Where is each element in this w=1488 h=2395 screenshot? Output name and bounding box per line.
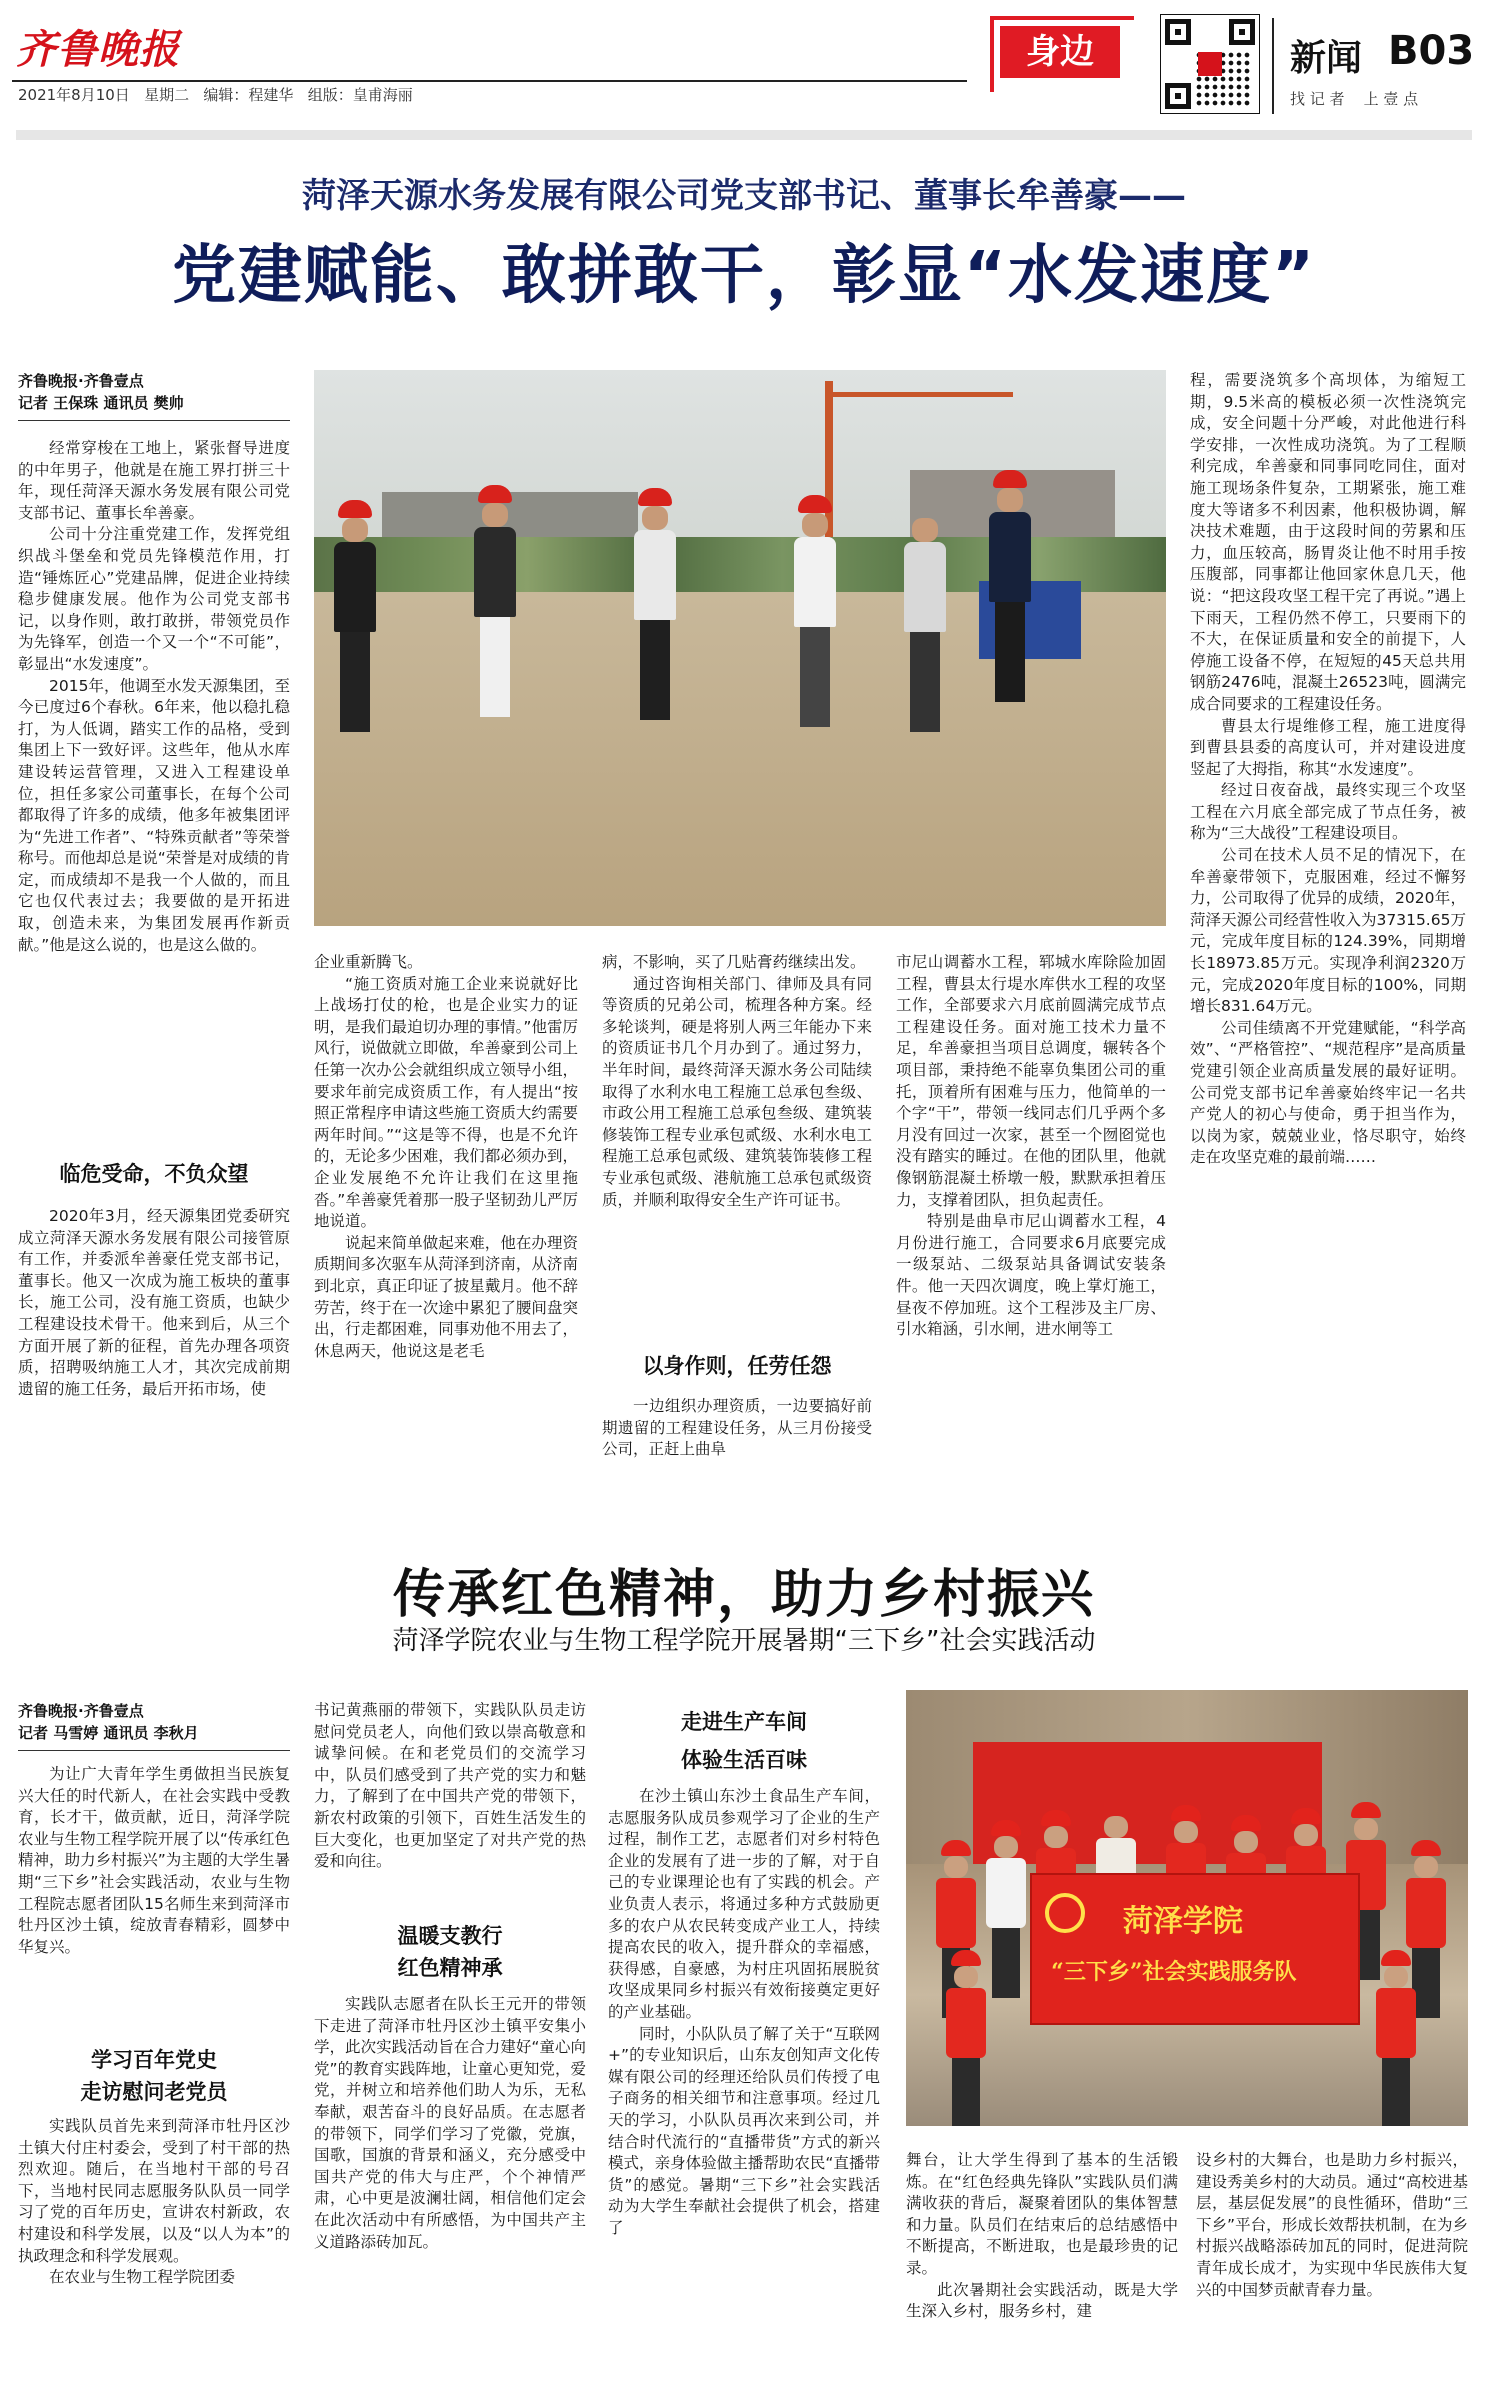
banner-line2: “三下乡”社会实践服务队 <box>1051 1959 1297 1986</box>
page-section-label: 新闻 <box>1290 38 1363 79</box>
article1-col2 <box>314 952 578 1362</box>
article2-subhead2a: 温暖支教行 <box>397 1924 503 1948</box>
article1-subhead2: 以身作则，任劳任怨 <box>642 1354 832 1378</box>
article2-subhead2b: 红色精神承 <box>397 1956 503 1980</box>
article2-kicker: 菏泽学院农业与生物工程学院开展暑期“三下乡”社会实践活动 <box>392 1626 1096 1656</box>
volunteer-group-photo <box>906 1690 1468 2126</box>
byline-rule <box>18 420 290 421</box>
article2-col5 <box>1196 2150 1468 2301</box>
paragraph: 公司佳绩离不开党建赋能，“科学高效”、“严格管控”、“规范程序”是高质量党建引领企业高质量发展的最好证明。公司党支部书记牟善豪始终牢记一名共产党人的初心与使命，勇于担当作为，以岗为家，兢兢业业，恪尽职守，始终走在攻坚克难的最前端…… <box>1190 1018 1466 1167</box>
article2-subhead1b: 走访慰问老党员 <box>80 2080 228 2104</box>
section-tab[interactable]: 身边 <box>1000 26 1120 78</box>
paragraph: 此次暑期社会实践活动，既是大学生深入乡村，服务乡村，建 <box>906 2280 1178 2321</box>
byline-names: 记者 王保珠 通讯员 樊帅 <box>18 394 184 412</box>
paragraph: 实践队员首先来到菏泽市牡丹区沙土镇大付庄村委会，受到了村干部的热烈欢迎。随后，在当地村干部的号召下，当地村民同志愿服务队队员一同学习了党的百年历史，宣讲农村新政，农村建设和科学发展，以及“以人为本”的执政理念和科学发展观。 <box>18 2117 290 2265</box>
article2-col4 <box>906 2150 1178 2323</box>
paragraph: 实践队志愿者在队长王元开的带领下走进了菏泽市牡丹区沙土镇平安集小学，此次实践活动旨在合力建好“童心向党”的教育实践阵地，让童心更知党，爱党，并树立和培养他们助人为乐，无私奉献，艰苦奋斗的良好品质。在志愿者的带领下，同学们学习了党徽，党旗，国歌，国旗的背景和涵义，充分感受中国共产党的伟大与庄严，个个神情严肃，心中更是波澜壮阔，相信他们定会在此次活动中有所感悟，为中国共产主义道路添砖加瓦。 <box>314 1995 586 2251</box>
byline-names: 记者 马雪婷 通讯员 李秋月 <box>18 1724 199 1742</box>
article1-col3a <box>602 952 872 1211</box>
qr-code-icon[interactable] <box>1160 14 1260 114</box>
byline-source: 齐鲁晚报·齐鲁壹点 <box>18 1702 144 1720</box>
paragraph: 经过日夜奋战，最终实现三个攻坚工程在六月底全部完成了节点任务，被称为“三大战役”工程建设项目。 <box>1190 781 1466 843</box>
article2-col1a <box>18 1764 290 1958</box>
paragraph: 病，不影响，买了几贴膏药继续出发。 <box>602 953 866 971</box>
article1-col1b <box>18 1206 290 1400</box>
article2-subhead1a: 学习百年党史 <box>91 2048 217 2072</box>
paragraph: 经常穿梭在工地上，紧张督导进度的中年男子，他就是在施工界打拼三十年，现任菏泽天源水务发展有限公司党支部书记、董事长牟善豪。 <box>18 439 290 522</box>
reporter-contact-label: 找 记 者 上 壹 点 <box>1290 90 1419 108</box>
article2-col2a <box>314 1700 586 1873</box>
paragraph: 曹县太行堤维修工程，施工进度得到曹县县委的高度认可，并对建设进度竖起了大拇指，称其“水发速度”。 <box>1190 716 1466 778</box>
byline-source: 齐鲁晚报·齐鲁壹点 <box>18 372 144 390</box>
newspaper-logo: 齐鲁晚报 <box>16 26 180 73</box>
paragraph: 在农业与生物工程学院团委 <box>49 2268 236 2287</box>
masthead-divider <box>1272 18 1274 114</box>
article1-kicker: 菏泽天源水务发展有限公司党支部书记、董事长牟善豪—— <box>302 176 1186 216</box>
paragraph: 通过咨询相关部门、律师及具有同等资质的兄弟公司，梳理各种方案。经多轮谈判，硬是将别人两三年能办下来的资质证书几个月办到了。通过努力，半年时间，最终菏泽天源水务公司陆续取得了水利水电工程施工总承包叁级、市政公用工程施工总承包叁级、建筑装修装饰工程专业承包贰级、水利水电工程施工总承包贰级、建筑装饰装修工程专业承包贰级、港航施工总承包贰级资质，并顺利取得安全生产许可证书。 <box>602 974 872 1209</box>
paragraph: 舞台，让大学生得到了基本的生活锻炼。在“红色经典先锋队”实践队员们满满收获的背后，凝聚着团队的集体智慧和力量。队员们在结束后的总结感悟中不断提高，不断进取，也是最珍贵的记录。 <box>906 2151 1178 2277</box>
paragraph: 一边组织办理资质，一边要搞好前期遗留的工程建设任务，从三月份接受公司，正赶上曲阜 <box>602 1397 872 1459</box>
paragraph: “施工资质对施工企业来说就好比上战场打仗的枪，也是企业实力的证明，是我们最迫切办理的事情。”他雷厉风行，说做就立即做，牟善豪到公司上任第一次办公会就组织成立领导小组，要求年前完成资质工作，有人提出“按照正常程序申请这些施工资质大约需要两年时间。”“这是等不得，也是不允许的，无论多少困难，我们都必须办到，企业发展绝不允许让我们在这里拖沓。”牟善豪凭着那一股子坚韧劲儿严厉地说道。 <box>314 974 578 1231</box>
paragraph: 企业重新腾飞。 <box>314 953 423 971</box>
paragraph: 说起来简单做起来难，他在办理资质期间多次驱车从菏泽到济南，从济南到北京，真正印证了披星戴月。他不辞劳苦，终于在一次途中累犯了腰间盘突出，行走都困难，同事劝他不用去了，休息两天，他说这是老毛 <box>314 1233 578 1360</box>
article2-byline <box>18 1700 290 1751</box>
paragraph: 公司十分注重党建工作，发挥党组织战斗堡垒和党员先锋模范作用，打造“锤炼匠心”党建品牌，促进企业持续稳步健康发展。他作为公司党支部书记，以身作则，敢打敢拼，带领党员作为先锋军，创造一个又一个“不可能”，彰显出“水发速度”。 <box>18 525 290 673</box>
university-logo-icon <box>1045 1893 1085 1933</box>
masthead <box>0 0 1488 128</box>
article1-col4 <box>896 952 1166 1341</box>
paragraph: 书记黄燕丽的带领下，实践队队员走访慰问党员老人，向他们致以崇高敬意和诚挚问候。在和老党员们的交流学习中，队员们感受到了共产党的实力和魅力，了解到了在中国共产党的带领下，新农村政策的引领下，百姓生活发生的巨大变化，也更加坚定了对共产党的热爱和向往。 <box>314 1701 586 1871</box>
masthead-rule <box>12 80 967 82</box>
byline-rule <box>18 1750 290 1751</box>
article1-byline <box>18 370 290 421</box>
volunteer-banner <box>1030 1873 1360 2025</box>
paragraph: 在沙土镇山东沙土食品生产车间，志愿服务队成员参观学习了企业的生产过程，制作工艺，志愿者们对乡村特色企业的发展有了进一步的了解，对于自己的专业课理论也有了实践的机会。产业负责人表示，将通过多种方式鼓励更多的农户从农民转变成产业工人，持续提高农民的收入，提升群众的幸福感，获得感，自豪感，为村庄巩固拓展脱贫攻坚成果同乡村振兴有效衔接奠定更好的产业基础。 <box>608 1787 880 2021</box>
article2-col2b <box>314 1994 586 2253</box>
paragraph: 同时，小队队员了解了关于“互联网+”的专业知识后，山东友创知声文化传媒有限公司的经理还给队员们传授了电子商务的相关细节和注意事项。经过几天的学习，小队队员再次来到公司，并结合时代流行的“直播带货”方式的新兴模式，亲身体验做主播帮助农民“直播带货”的感觉。暑期“三下乡”社会实践活动为大学生奉献社会提供了机会，搭建了 <box>608 2024 880 2237</box>
paragraph: 公司在技术人员不足的情况下，在牟善豪带领下，克服困难，经过不懈努力，公司取得了优异的成绩，2020年，菏泽天源公司经营性收入为37315.65万元，完成年度目标的124.39%，同期增长18973.85万元。实现净利润2320万元，完成2020年度目标的100%，同期增长831.64万元。 <box>1190 846 1466 1016</box>
article2-col3 <box>608 1786 880 2239</box>
page-number: B03 <box>1388 28 1475 74</box>
article2-headline: 传承红色精神，助力乡村振兴 <box>392 1565 1095 1625</box>
article1-col1a <box>18 438 290 956</box>
construction-site-photo <box>314 370 1166 926</box>
article1-col3b <box>602 1396 872 1461</box>
paragraph: 特别是曲阜市尼山调蓄水工程，4月份进行施工，合同要求6月底要完成一级泵站、二级泵站具备调试安装条件。他一天四次调度，晚上掌灯施工，昼夜不停加班。这个工程涉及主厂房、引水箱涵，引水闸，进水闸等工 <box>896 1212 1166 1339</box>
paragraph: 程，需要浇筑多个高坝体，为缩短工期，9.5米高的模板必须一次性浇筑完成，安全问题十分严峻，对此他进行科学安排，一次性成功浇筑。为了工程顺利完成，牟善豪和同事同吃同住，面对施工现场条件复杂，工期紧张，施工难度大等诸多不利因素，他积极协调，解决技术难题，由于这段时间的劳累和压力，血压较高，肠胃炎让他不时用手按压腹部，同事都让他回家休息几天，他说：“把这段攻坚工程干完了再说。”遇上下雨天，工程仍然不停工，只要雨下的不大，在保证质量和安全的前提下，人停施工设备不停，在短短的45天总共用钢筋2476吨，混凝土26523吨，圆满完成合同要求的工程建设任务。 <box>1190 371 1466 713</box>
paragraph: 2015年，他调至水发天源集团，至今已度过6个春秋。6年来，他以稳扎稳打，为人低调，踏实工作的品格，受到集团上下一致好评。这些年，他从水库建设转运营管理，又进入工程建设单位，担任多家公司董事长，在每个公司都取得了许多的成绩，他多年被集团评为“先进工作者”、“特殊贡献者”等荣誉称号。而他却总是说“荣誉是对成绩的肯定，而成绩却不是我一个人做的，而且它也仅代表过去；我要做的是开拓进取，创造未来，为集团发展再作新贡献。”他是这么说的，也是这么做的。 <box>18 676 290 954</box>
paragraph: 2020年3月，经天源集团党委研究成立菏泽天源水务发展有限公司接管原有工作，并委派牟善豪任党支部书记，董事长。他又一次成为施工板块的董事长，施工公司，没有施工资质，也缺少工程建设技术骨干。他来到后，从三个方面开展了新的征程，首先办理各项资质，招聘吸纳施工人才，其次完成前期遗留的施工任务，最后开拓市场，使 <box>18 1207 290 1398</box>
article2-subhead3b: 体验生活百味 <box>681 1748 807 1772</box>
paragraph: 市尼山调蓄水工程，郓城水库除险加固工程，曹县太行堤水库供水工程的攻坚工作，全部要求六月底前圆满完成节点工程建设任务。面对施工技术力量不足，牟善豪担当项目总调度，辗转各个项目部，秉持绝不能辜负集团公司的重托，顶着所有困难与压力，他简单的一个字“干”，带领一线同志们几乎两个多月没有回过一次家，甚至一个囫囵觉也没有踏实的睡过。在他的团队里，他就像钢筋混凝土桥墩一般，默默承担着压力，支撑着团队，担负起责任。 <box>896 953 1166 1209</box>
header-separator <box>16 130 1472 140</box>
banner-line1: 菏泽学院 <box>1122 1903 1243 1939</box>
paragraph: 为让广大青年学生勇做担当民族复兴大任的时代新人，在社会实践中受教育，长才干，做贡献，近日，菏泽学院农业与生物工程学院开展了以“传承红色精神，助力乡村振兴”为主题的大学生暑期“三下乡”社会实践活动，农业与生物工程院志愿者团队15名师生来到菏泽市牡丹区沙土镇，绽放青春精彩，圆梦中华复兴。 <box>18 1765 290 1956</box>
article2-subhead3a: 走进生产车间 <box>681 1710 807 1734</box>
article1-col5 <box>1190 370 1466 1169</box>
article1-subhead1: 临危受命，不负众望 <box>59 1162 249 1186</box>
article1-headline: 党建赋能、敢拼敢干，彰显“水发速度” <box>171 239 1317 313</box>
dateline: 2021年8月10日 星期二 编辑：程建华 组版：皇甫海丽 <box>18 86 413 104</box>
article2-col1b <box>18 2116 290 2289</box>
paragraph: 设乡村的大舞台，也是助力乡村振兴，建设秀美乡村的大动员。通过“高校进基层，基层促发展”的良性循环，借助“三下乡”平台，形成长效帮扶机制，在为乡村振兴战略添砖加瓦的同时，促进菏院青年成长成才，为实现中华民族伟大复兴的中国梦贡献青春力量。 <box>1196 2151 1468 2299</box>
